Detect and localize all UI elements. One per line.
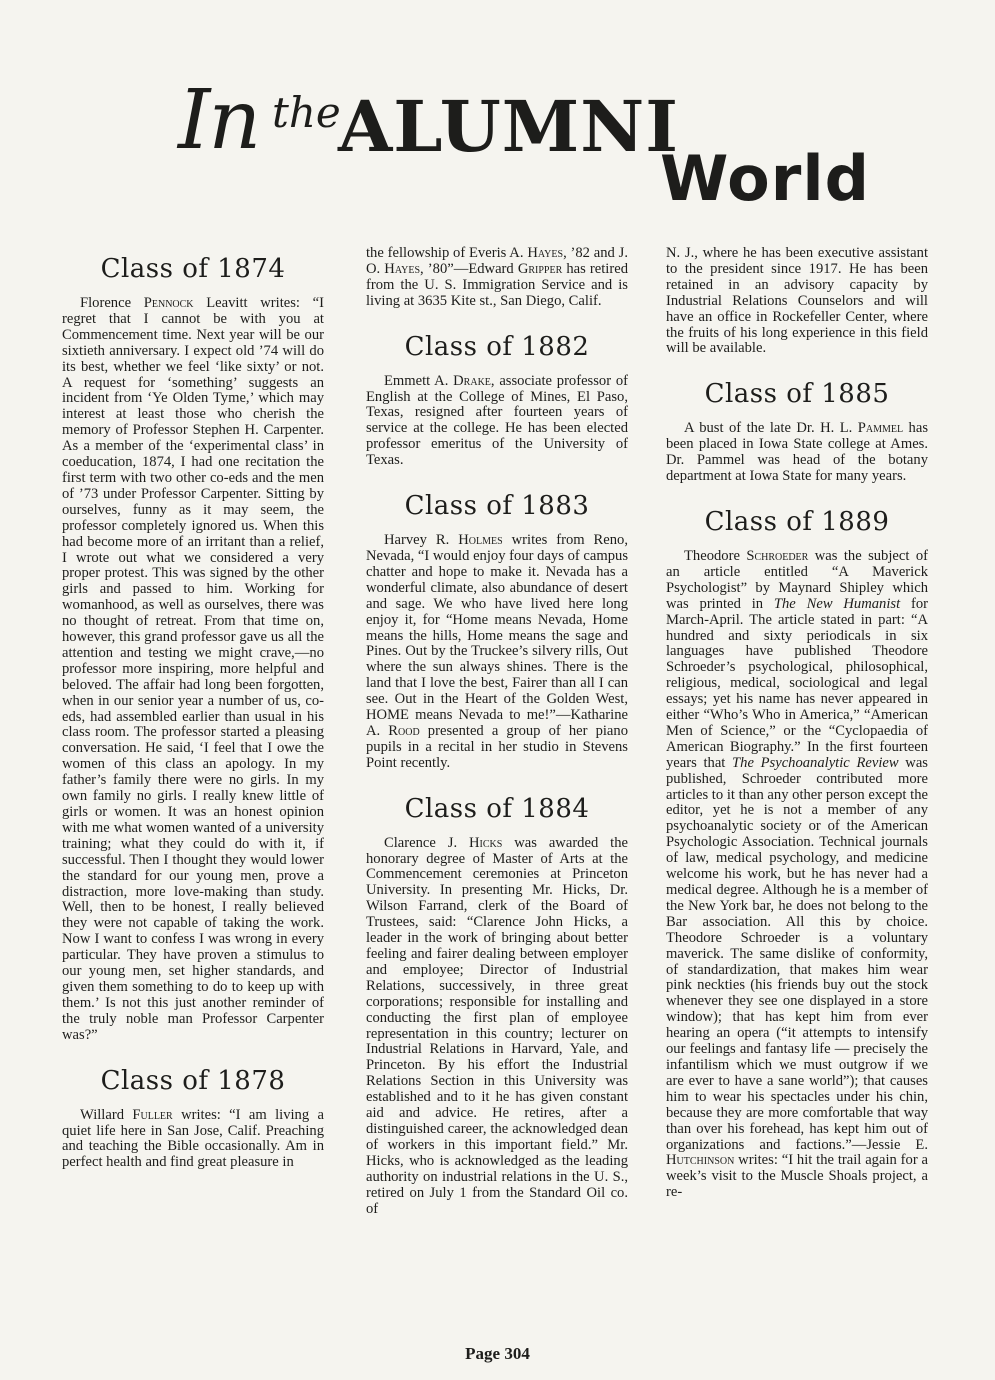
entry-1884: Clarence J. Hicks was awarded the honorary degree of Master of Arts at the Commencement ceremonies at Princeton University. In presenting Mr. Hicks, Dr. Wilson Farrand, clerk of the Board of Trustees, said: “Clarence John Hicks, a leader in the work of bringing about better feeling and fairer dealing between employer and employee; Director of Industrial Relations, successively, in three great corporations; responsible for installing and conducting the first plan of employee representation in this country; lecturer on Industrial Relations in Harvard, Yale, and Princeton. By his effort the Industrial Relations Section in this University was established and to it he has given constant aid and advice. He retires, after a distinguished career, the acknowledged dean of workers in this important field.” Mr. Hicks, who is acknowledged as the leading authority on industrial relations in the U. S., retired on July 1 from the Standard Oil co. of bbox=[366, 834, 628, 1217]
heading-class-1878: Class of 1878 bbox=[100, 1065, 286, 1096]
column-3 bbox=[666, 246, 928, 1201]
heading-class-1874: Class of 1874 bbox=[100, 254, 286, 284]
masthead-world: World bbox=[660, 142, 870, 215]
heading-class-1883: Class of 1883 bbox=[404, 491, 590, 522]
masthead-in: In bbox=[178, 73, 260, 168]
entry-1885: A bust of the late Dr. H. L. Pammel has been placed in Iowa State college at Ames. Dr. Pammel was head of the botany department at Iowa State for many years. bbox=[666, 420, 929, 485]
page-number: Page 304 bbox=[465, 1344, 530, 1363]
entry-1882: Emmett A. Drake, associate professor of English at the College of Mines, El Paso, Texas, resigned after fourteen years of service at the college. He has been elected professor emeritus of the University of Texas. bbox=[366, 372, 629, 469]
heading-class-1885: Class of 1885 bbox=[704, 379, 890, 410]
entry-1884-continued: N. J., where he has been executive assistant to the president since 1917. He has been retained in an advisory capacity by Industrial Relations Counselors and will have an office in Rockefeller Center, where the fruits of his long experience in this field will be available. bbox=[666, 245, 928, 357]
heading-class-1882: Class of 1882 bbox=[404, 331, 590, 362]
heading-class-1884: Class of 1884 bbox=[404, 793, 590, 824]
masthead bbox=[0, 0, 995, 240]
entry-1878-continued: the fellowship of Everis A. Hayes, ’82 and J. O. Hayes, ’80”—Edward Gripper has retired from the U. S. Immigration Service and is living at 3635 Kite st., San Diego, Calif. bbox=[366, 245, 628, 309]
heading-class-1889: Class of 1889 bbox=[704, 506, 890, 537]
masthead-the: the bbox=[272, 88, 341, 137]
masthead-alumni: ALUMNI bbox=[338, 85, 679, 168]
entry-1889: Theodore Schroeder was the subject of an article entitled “A Maverick Psychologist” by Maynard Shipley which was printed in The New Humanist for March-April. The article stated in part: “A hundred and sixty periodicals in six languages have published Theodore Schroeder’s psychological, philosophical, religious, medical, sociological and legal essays; yet his name has never appeared in either “Who’s Who in America,” “American Men of Science,” or the “Cyclopaedia of American Biography.” In the first fourteen years that The Psychoanalytic Review was published, Schroeder contributed more articles to it than any other person except the editor, yet he is not a member of any psychoanalytic society or of the American Psychologic Association. Technical journals of law, medical psychology, and medicine welcome his work, but he has never had a medical degree. Although he is a member of the New York bar, he does not belong to the Bar association. All this by choice. Theodore Schroeder is a voluntary maverick. The same dislike of conformity, of standardization, that makes him wear pink neckties (his friends buy out the stock whenever they see one displayed in a store window); that has kept him from ever hearing an opera (“it attempts to intensify our feelings and fantasy life — precisely the infantilism which we must outgrow if we are ever to have a sane world”); that causes him to wear his spectacles under his chin, because they are more comfortable that way than over his forehead, has kept him out of organizations and factions.”—Jessie E. Hutchinson writes: “I hit the trail again for a week’s visit to the Muscle Shoals project, a re- bbox=[666, 547, 929, 1201]
entry-1883: Harvey R. Holmes writes from Reno, Nevada, “I would enjoy four days of campus chatter and hope to make it. Nevada has a wonderful climate, also abundance of desert and sage. We who have lived here long enjoy it, for “Home means Nevada, Home means the hills, Home means the sage and Pines. Out by the Truckee’s silvery rills, Out where the sun always shines. There is the land that I love the best, Fairer than all I can see. Out in the Heart of the Golden West, HOME means Nevada to me!”—Katharine A. Rood presented a group of her piano pupils in a recital in her studio in Stevens Point recently. bbox=[366, 532, 628, 771]
entry-1874: Florence Pennock Leavitt writes: “I regret that I cannot be with you at Commencement time. Next year will be our sixtieth anniversary. I expect old ’74 will do its best, whether we feel ‘like sixty’ or not. A request for ‘something’ suggests an incident from ‘Ye Olden Tyme,’ which may interest at least those who cherish the memory of Professor Stephen H. Carpenter. As a member of the ‘experimental class’ in coeducation, 1874, I had one recitation the first term with two other co-eds and the men of ’73 under Professor Carpenter. Sitting by ourselves, funny as it may seem, the professor completely ignored us. When this had become more of an irritant than a relief, I wrote out what we considered a very proper protest. This was signed by the other girls and passed to him. Working for womanhood, as well as ourselves, there was no thought of retreat. From that time on, however, this grand professor gave us all the attention and testing we might crave,—no professor more inspiring, more helpful and beloved. The affair had long been forgotten, when in our senior year a number of us, co-eds, had assembled earlier than usual in his class room. The professor started a pleasing conversation. He said, ‘I feel that I owe the women of this class an apology. In my father’s family there were no girls. In my own family no girls. I really knew little of girls or women. It was an honest opinion with me what women wanted of a university training; what they could do with it, if successful. Then I thought they would lower the standard for our young men, prove a distraction, more love-making than study. Well, then to be honest, I really believed they were not capable of taking the work. Now I want to confess I was wrong in every particular. They have proven a stimulus to our young men, set higher standards, and given them something to do to keep up with them.’ Is not this just another reminder of the truly noble man Professor Carpenter was?” bbox=[62, 295, 324, 1043]
entry-1878: Willard Fuller writes: “I am living a quiet life here in San Jose, Calif. Preaching and teaching the Bible occasionally. Am in perfect health and find great pleasure in bbox=[62, 1106, 324, 1171]
column-1 bbox=[62, 246, 324, 1171]
column-2 bbox=[366, 246, 628, 1217]
